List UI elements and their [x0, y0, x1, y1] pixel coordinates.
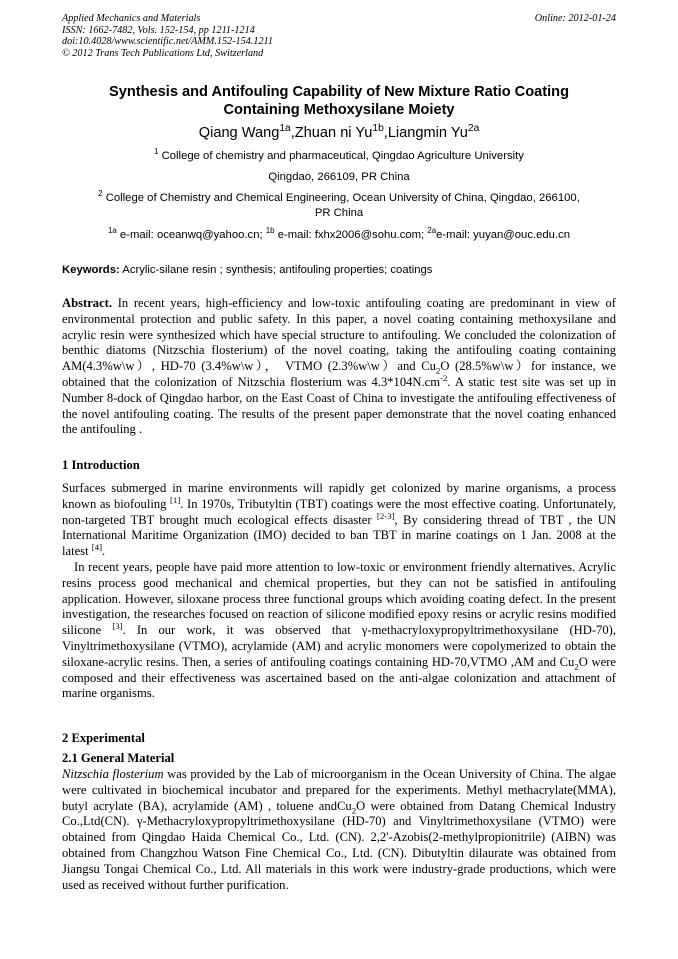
journal-header — [62, 13, 616, 59]
email-text: e-mail: oceanwq@yahoo.cn; — [116, 229, 266, 241]
species-name: Nitzschia flosterium — [62, 767, 164, 781]
citation: [1] — [170, 494, 181, 505]
citation: [2-3] — [376, 510, 395, 521]
paper-title — [62, 83, 616, 119]
email-sup: 1b — [265, 226, 275, 236]
author-list — [62, 124, 616, 142]
affiliation-2 — [62, 191, 616, 221]
body-text: , By considering thread of TBT , the UN International Maritime Organization (IMO) decided to ban TBT in marine coatings on 1 Jan. 2008 at the latest — [62, 512, 616, 559]
author-sup: 2a — [467, 123, 480, 135]
materials-paragraph — [62, 767, 616, 893]
keywords-text: Acrylic-silane resin ; synthesis; antifouling properties; coatings — [119, 264, 433, 276]
abstract-paragraph — [62, 296, 616, 438]
title-line-1: Synthesis and Antifouling Capability of New Mixture Ratio Coating — [109, 84, 569, 100]
body-text: O were composed and their effectiveness was ascertained based on the anti-algae colonization and attachment of marine organisms. — [62, 654, 616, 701]
affiliation-text: PR China — [314, 207, 364, 219]
subscript: 2 — [435, 365, 441, 376]
subsection-heading: 2.1 General Material — [62, 751, 175, 765]
citation: [4] — [91, 542, 103, 552]
abstract-label: Abstract. — [62, 296, 113, 310]
citation: [3] — [112, 621, 123, 631]
abstract-text: In recent years, high-efficiency and low-toxic antifouling coating are predominant in view of environmental protection and public safety. In this paper, a novel coating containing methoxysilane and acrylic resin were synthesized which have special structure to antifouling. We concluded the colonization of benthic diatoms (Nitzschia flosterium) of the novel coating, taking the antifouling coating containing AM(4.3%w\w）, HD-70 (3.4%w\w）， VTMO (2.3%w\w）and Cu — [62, 296, 616, 374]
section-heading: 2 Experimental — [62, 731, 145, 745]
email-sup: 1a — [107, 226, 117, 236]
email-sup: 2a — [427, 226, 437, 236]
body-text: . In 1970s, Tributyltin (TBT) coatings were the most effective coating. Unfortunately, non-targeted TBT brought much ecological effects disaster — [62, 496, 616, 527]
intro-paragraph-1 — [62, 481, 616, 560]
abstract-text: . A static test site was set up in Number 8-dock of Qingdao harbor, on the East Coast of China to investigate the antifouling effectiveness of the novel antifouling coating. The results of the present paper demonstrate that the novel coating enhanced the antifouling . — [62, 374, 616, 437]
affiliation-text: College of Chemistry and Chemical Engineering, Ocean University of China, Qingdao, 266100, — [102, 192, 580, 204]
author-name: ,Liangmin Yu — [383, 125, 468, 141]
body-text: Surfaces submerged in marine environments will rapidly get colonized by marine organisms, a process known as biofouling — [62, 481, 616, 511]
author-name: Qiang Wang — [198, 125, 280, 141]
issn-line: ISSN: 1662-7482, Vols. 152-154, pp 1211-1214 — [62, 24, 255, 36]
keywords — [62, 263, 616, 277]
body-text: was provided by the Lab of microorganism in the Ocean University of China. The algae were cultivated in biochemical incubator and prepared for the experiments. Methyl methacrylate(MMA), butyl acrylate (BA), acrylamide (AM) , toluene andCu — [62, 767, 617, 813]
email-text: e-mail: yuyan@ouc.edu.cn — [436, 229, 571, 241]
superscript: -2 — [440, 372, 448, 383]
email-text: e-mail: fxhx2006@sohu.com; — [274, 229, 428, 241]
subscript: 2 — [574, 661, 579, 672]
journal-name: Applied Mechanics and Materials — [62, 13, 201, 24]
author-sup: 1a — [279, 123, 291, 135]
abstract-text: O (28.5%w\w）for instance, we obtained that the colonization of Nitzschia flosterium was 4.3*104N.cm — [62, 359, 616, 389]
copyright-line: © 2012 Trans Tech Publications Ltd, Switzerland — [62, 47, 264, 59]
section-heading: 1 Introduction — [62, 458, 140, 472]
email-line — [62, 228, 616, 243]
body-text: . — [102, 544, 106, 559]
body-text: In recent years, people have paid more attention to low-toxic or environment friendly alternatives. Acrylic resins process good mechanical and chemical properties, but they can not be satisfied in antifouling application. However, siloxane process three functional groups which avoiding coating defect. In the present investigation, the researches focused on reaction of silicone modified epoxy resins or acrylic resins modified silicone — [62, 560, 616, 638]
intro-paragraph-2 — [62, 560, 616, 702]
keywords-label: Keywords: — [62, 264, 120, 276]
affiliation-text: Qingdao, 266109, PR China — [268, 171, 410, 183]
doi-line: doi:10.4028/www.scientific.net/AMM.152-154.1211 — [62, 36, 273, 48]
subscript: 2 — [351, 805, 357, 816]
affiliation-text: College of chemistry and pharmaceutical, Qingdao Agriculture University — [158, 150, 524, 162]
affiliation-sup: 1 — [154, 147, 159, 157]
online-date: Online: 2012-01-24 — [534, 13, 616, 24]
affiliation-1 — [62, 149, 616, 185]
author-sup: 1b — [372, 123, 384, 135]
author-name: ,Zhuan ni Yu — [290, 125, 373, 141]
title-line-2: Containing Methoxysilane Moiety — [223, 102, 455, 118]
affiliation-sup: 2 — [98, 189, 103, 199]
body-text: . In our work, it was observed that γ-methacryloxypropyltrimethoxysilane (HD-70), Vinyltrimethoxysilane (VTMO), acrylamide (AM) and acrylic monomers were copolymerized to obtain the siloxane-acrylic resins. Then, a series of antifouling coatings containing HD-70,VTMO ,AM and Cu — [62, 623, 616, 669]
body-text: O were obtained from Datang Chemical Industry Co.,Ltd(CN). γ-Methacryloxypropyltrimethoxysilane (HD-70) and Vinyltrimethoxysilane (VTMO) were obtained from Qingdao Haida Chemical Co., Ltd. (CN). 2,2'-Azobis(2-methylpropionitrile) (AIBN) was obtained from Changzhou Watson Fine Chemical Co., Ltd. (CN). Dibutyltin dilaurate was obtained from Jiangsu Tongai Chemical Co., Ltd. All materials in this work were industry-grade productions, which were used as received without further purification. — [62, 798, 616, 892]
